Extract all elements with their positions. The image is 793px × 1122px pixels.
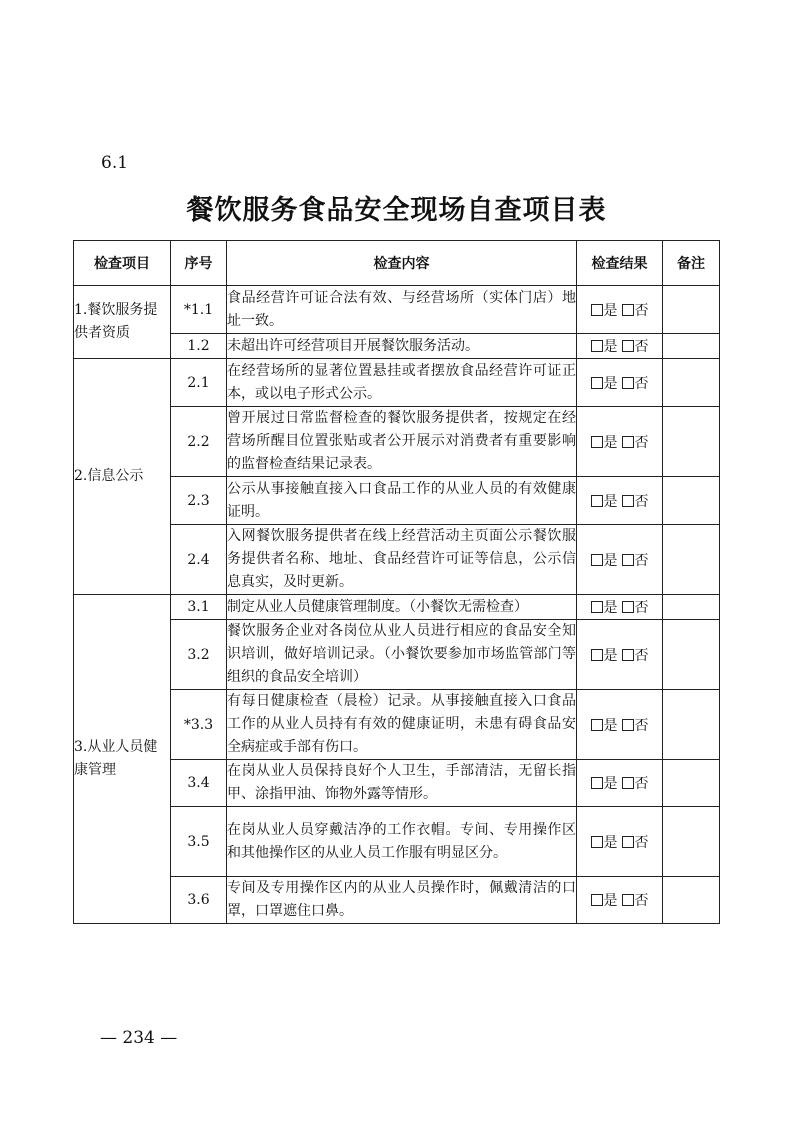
- result-option-yes[interactable]: [591, 376, 618, 392]
- content-cell: 曾开展过日常监督检查的餐饮服务提供者，按规定在经营场所醒目位置张贴或者公开展示对消费者有重要影响的监督检查结果记录表。: [227, 407, 577, 477]
- checkbox-yes[interactable]: [591, 377, 603, 389]
- checkbox-label-no: 否: [634, 493, 649, 510]
- result-option-yes[interactable]: [591, 835, 618, 851]
- seq-cell: *3.3: [171, 690, 227, 760]
- seq-cell: 2.2: [171, 407, 227, 477]
- checkbox-label-no: 否: [634, 339, 649, 355]
- remark-cell[interactable]: [663, 334, 720, 359]
- checkbox-yes[interactable]: [591, 649, 603, 661]
- table-row: [74, 477, 720, 525]
- checkbox-label-yes: 是: [603, 375, 618, 392]
- result-cell: [577, 690, 663, 760]
- seq-cell: 2.4: [171, 525, 227, 595]
- result-option-yes[interactable]: [591, 494, 618, 510]
- table-row: [74, 407, 720, 477]
- checkbox-no[interactable]: [622, 894, 634, 906]
- result-option-no[interactable]: [622, 718, 649, 734]
- category-cell: 3.从业人员健康管理: [74, 595, 171, 924]
- checkbox-no[interactable]: [622, 377, 634, 389]
- result-option-no[interactable]: [622, 600, 649, 616]
- result-option-no[interactable]: [622, 553, 649, 569]
- checkbox-label-yes: 是: [603, 302, 618, 319]
- checkbox-label-yes: 是: [603, 434, 618, 451]
- result-cell: [577, 407, 663, 477]
- checkbox-label-no: 否: [634, 834, 649, 851]
- table-row: [74, 760, 720, 807]
- checkbox-label-no: 否: [634, 776, 649, 792]
- remark-cell[interactable]: [663, 525, 720, 595]
- result-option-no[interactable]: [622, 376, 649, 392]
- checkbox-label-yes: 是: [603, 600, 618, 616]
- table-row: [74, 286, 720, 334]
- header-result: 检查结果: [577, 241, 663, 286]
- seq-cell: 3.4: [171, 760, 227, 807]
- checkbox-label-no: 否: [634, 717, 649, 734]
- checkbox-yes[interactable]: [591, 719, 603, 731]
- content-cell: 在经营场所的显著位置悬挂或者摆放食品经营许可证正本，或以电子形式公示。: [227, 359, 577, 407]
- checkbox-label-yes: 是: [603, 776, 618, 792]
- remark-cell[interactable]: [663, 620, 720, 690]
- result-option-yes[interactable]: [591, 303, 618, 319]
- content-cell: 在岗从业人员保持良好个人卫生，手部清洁，无留长指甲、涂指甲油、饰物外露等情形。: [227, 760, 577, 807]
- checkbox-yes[interactable]: [591, 777, 603, 789]
- result-cell: [577, 807, 663, 877]
- table-row: [74, 620, 720, 690]
- table-header-row: [74, 241, 720, 286]
- checkbox-no[interactable]: [622, 340, 634, 352]
- remark-cell[interactable]: [663, 690, 720, 760]
- checkbox-no[interactable]: [622, 836, 634, 848]
- seq-cell: 3.5: [171, 807, 227, 877]
- remark-cell[interactable]: [663, 359, 720, 407]
- checkbox-no[interactable]: [622, 304, 634, 316]
- checkbox-yes[interactable]: [591, 894, 603, 906]
- content-cell: 未超出许可经营项目开展餐饮服务活动。: [227, 334, 577, 359]
- table-row: [74, 525, 720, 595]
- remark-cell[interactable]: [663, 477, 720, 525]
- result-cell: [577, 477, 663, 525]
- checkbox-yes[interactable]: [591, 340, 603, 352]
- result-cell: [577, 525, 663, 595]
- checkbox-yes[interactable]: [591, 304, 603, 316]
- result-option-yes[interactable]: [591, 600, 618, 616]
- result-option-no[interactable]: [622, 435, 649, 451]
- checkbox-yes[interactable]: [591, 601, 603, 613]
- result-cell: [577, 286, 663, 334]
- checkbox-label-yes: 是: [603, 339, 618, 355]
- checkbox-no[interactable]: [622, 495, 634, 507]
- result-option-yes[interactable]: [591, 776, 618, 792]
- remark-cell[interactable]: [663, 807, 720, 877]
- seq-cell: 2.1: [171, 359, 227, 407]
- self-check-table: [73, 240, 720, 924]
- checkbox-yes[interactable]: [591, 436, 603, 448]
- table-row: [74, 334, 720, 359]
- seq-cell: 3.1: [171, 595, 227, 620]
- result-cell: [577, 620, 663, 690]
- checkbox-no[interactable]: [622, 719, 634, 731]
- result-option-no[interactable]: [622, 893, 649, 909]
- table-row: [74, 595, 720, 620]
- result-option-yes[interactable]: [591, 648, 618, 664]
- checkbox-no[interactable]: [622, 601, 634, 613]
- header-remark: 备注: [663, 241, 720, 286]
- content-cell: 餐饮服务企业对各岗位从业人员进行相应的食品安全知识培训，做好培训记录。（小餐饮要参加市场监管部门等组织的食品安全培训）: [227, 620, 577, 690]
- seq-cell: 1.2: [171, 334, 227, 359]
- result-option-no[interactable]: [622, 835, 649, 851]
- remark-cell[interactable]: [663, 760, 720, 807]
- checkbox-label-no: 否: [634, 600, 649, 616]
- remark-cell[interactable]: [663, 595, 720, 620]
- seq-cell: *1.1: [171, 286, 227, 334]
- content-cell: 在岗从业人员穿戴洁净的工作衣帽。专间、专用操作区和其他操作区的从业人员工作服有明显区分。: [227, 807, 577, 877]
- content-cell: 制定从业人员健康管理制度。（小餐饮无需检查）: [227, 595, 577, 620]
- result-cell: [577, 359, 663, 407]
- header-content: 检查内容: [227, 241, 577, 286]
- result-option-yes[interactable]: [591, 339, 618, 355]
- table-row: [74, 877, 720, 924]
- remark-cell[interactable]: [663, 877, 720, 924]
- remark-cell[interactable]: [663, 407, 720, 477]
- category-cell: 2.信息公示: [74, 359, 171, 595]
- header-category: 检查项目: [74, 241, 171, 286]
- checkbox-label-yes: 是: [603, 717, 618, 734]
- checkbox-label-yes: 是: [603, 552, 618, 569]
- content-cell: 专间及专用操作区内的从业人员操作时，佩戴清洁的口罩，口罩遮住口鼻。: [227, 877, 577, 924]
- table-body: [74, 286, 720, 924]
- checkbox-no[interactable]: [622, 649, 634, 661]
- table-row: [74, 807, 720, 877]
- page-title: 餐饮服务食品安全现场自查项目表: [186, 195, 607, 226]
- result-option-no[interactable]: [622, 648, 649, 664]
- checkbox-yes[interactable]: [591, 836, 603, 848]
- checkbox-label-no: 否: [634, 434, 649, 451]
- result-option-yes[interactable]: [591, 893, 618, 909]
- result-option-no[interactable]: [622, 303, 649, 319]
- seq-cell: 3.2: [171, 620, 227, 690]
- result-option-no[interactable]: [622, 776, 649, 792]
- result-cell: [577, 334, 663, 359]
- table-row: [74, 359, 720, 407]
- checkbox-yes[interactable]: [591, 495, 603, 507]
- result-option-no[interactable]: [622, 494, 649, 510]
- checkbox-label-no: 否: [634, 552, 649, 569]
- result-cell: [577, 595, 663, 620]
- category-cell: 1.餐饮服务提供者资质: [74, 286, 171, 359]
- seq-cell: 3.6: [171, 877, 227, 924]
- section-number: 6.1: [101, 153, 129, 173]
- checkbox-no[interactable]: [622, 554, 634, 566]
- content-cell: 食品经营许可证合法有效、与经营场所（实体门店）地址一致。: [227, 286, 577, 334]
- checkbox-label-no: 否: [634, 647, 649, 664]
- checkbox-label-yes: 是: [603, 647, 618, 664]
- checkbox-label-no: 否: [634, 893, 649, 909]
- content-cell: 入网餐饮服务提供者在线上经营活动主页面公示餐饮服务提供者名称、地址、食品经营许可证等信息，公示信息真实，及时更新。: [227, 525, 577, 595]
- remark-cell[interactable]: [663, 286, 720, 334]
- result-cell: [577, 877, 663, 924]
- checkbox-yes[interactable]: [591, 554, 603, 566]
- checkbox-label-yes: 是: [603, 834, 618, 851]
- result-option-no[interactable]: [622, 339, 649, 355]
- result-option-yes[interactable]: [591, 553, 618, 569]
- checkbox-label-no: 否: [634, 302, 649, 319]
- checkbox-no[interactable]: [622, 436, 634, 448]
- checkbox-label-yes: 是: [603, 493, 618, 510]
- seq-cell: 2.3: [171, 477, 227, 525]
- checkbox-label-no: 否: [634, 375, 649, 392]
- checkbox-no[interactable]: [622, 777, 634, 789]
- page-number: — 234 —: [100, 1028, 178, 1048]
- content-cell: 有每日健康检查（晨检）记录。从事接触直接入口食品工作的从业人员持有有效的健康证明，未患有碍食品安全病症或手部有伤口。: [227, 690, 577, 760]
- result-cell: [577, 760, 663, 807]
- result-option-yes[interactable]: [591, 435, 618, 451]
- table-row: [74, 690, 720, 760]
- header-seq: 序号: [171, 241, 227, 286]
- content-cell: 公示从事接触直接入口食品工作的从业人员的有效健康证明。: [227, 477, 577, 525]
- result-option-yes[interactable]: [591, 718, 618, 734]
- checkbox-label-yes: 是: [603, 893, 618, 909]
